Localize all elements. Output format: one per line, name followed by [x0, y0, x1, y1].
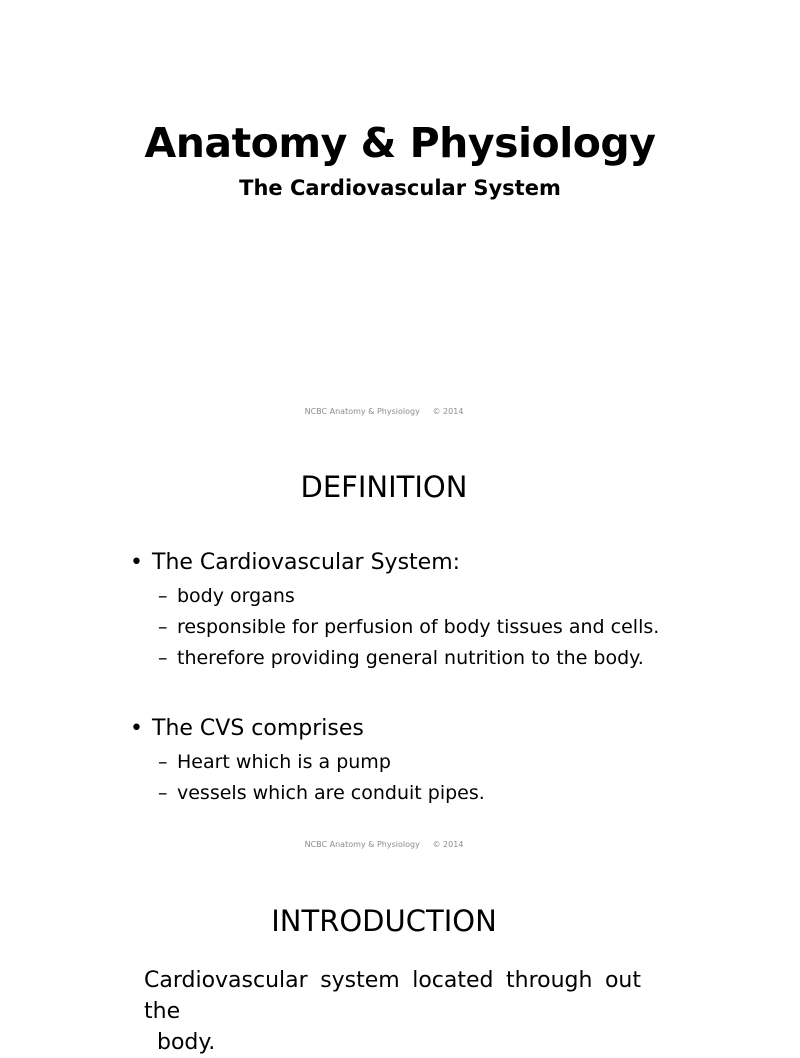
sub-bullet-text: therefore providing general nutrition to the body. — [177, 647, 644, 669]
bullet-symbol: • — [130, 716, 143, 741]
sub-bullet-text: body organs — [177, 585, 295, 607]
definition-slide — [0, 433, 768, 866]
sub-bullet-item — [158, 585, 295, 607]
slide-heading: DEFINITION — [300, 470, 468, 504]
sub-bullet-symbol: – — [158, 616, 168, 638]
slide-paragraph — [144, 965, 641, 1058]
bullet-text: The Cardiovascular System: — [152, 550, 461, 575]
sub-bullet-symbol: – — [158, 782, 168, 804]
sub-bullet-item — [158, 647, 644, 669]
title-slide — [0, 0, 768, 433]
bullet-item — [130, 716, 364, 741]
sub-bullet-item — [158, 616, 659, 638]
introduction-slide — [0, 866, 768, 1055]
bullet-text: The CVS comprises — [152, 716, 364, 741]
paragraph-line: Cardiovascular system located through out the — [144, 968, 641, 1024]
slide-subtitle: The Cardiovascular System — [239, 176, 561, 200]
sub-bullet-text: Heart which is a pump — [177, 751, 391, 773]
slide-title: Anatomy & Physiology — [144, 119, 656, 167]
paragraph-line: body. — [157, 1030, 216, 1055]
sub-bullet-item — [158, 751, 391, 773]
bullet-symbol: • — [130, 550, 143, 575]
sub-bullet-symbol: – — [158, 647, 168, 669]
slide-footer: NCBC Anatomy & Physiology © 2014 — [304, 840, 464, 849]
slide-footer: NCBC Anatomy & Physiology © 2014 — [304, 407, 464, 416]
sub-bullet-text: responsible for perfusion of body tissues and cells. — [177, 616, 660, 638]
sub-bullet-symbol: – — [158, 585, 168, 607]
sub-bullet-item — [158, 782, 485, 804]
sub-bullet-symbol: – — [158, 751, 168, 773]
bullet-item — [130, 550, 460, 575]
slide-heading: INTRODUCTION — [271, 904, 497, 938]
sub-bullet-text: vessels which are conduit pipes. — [177, 782, 485, 804]
